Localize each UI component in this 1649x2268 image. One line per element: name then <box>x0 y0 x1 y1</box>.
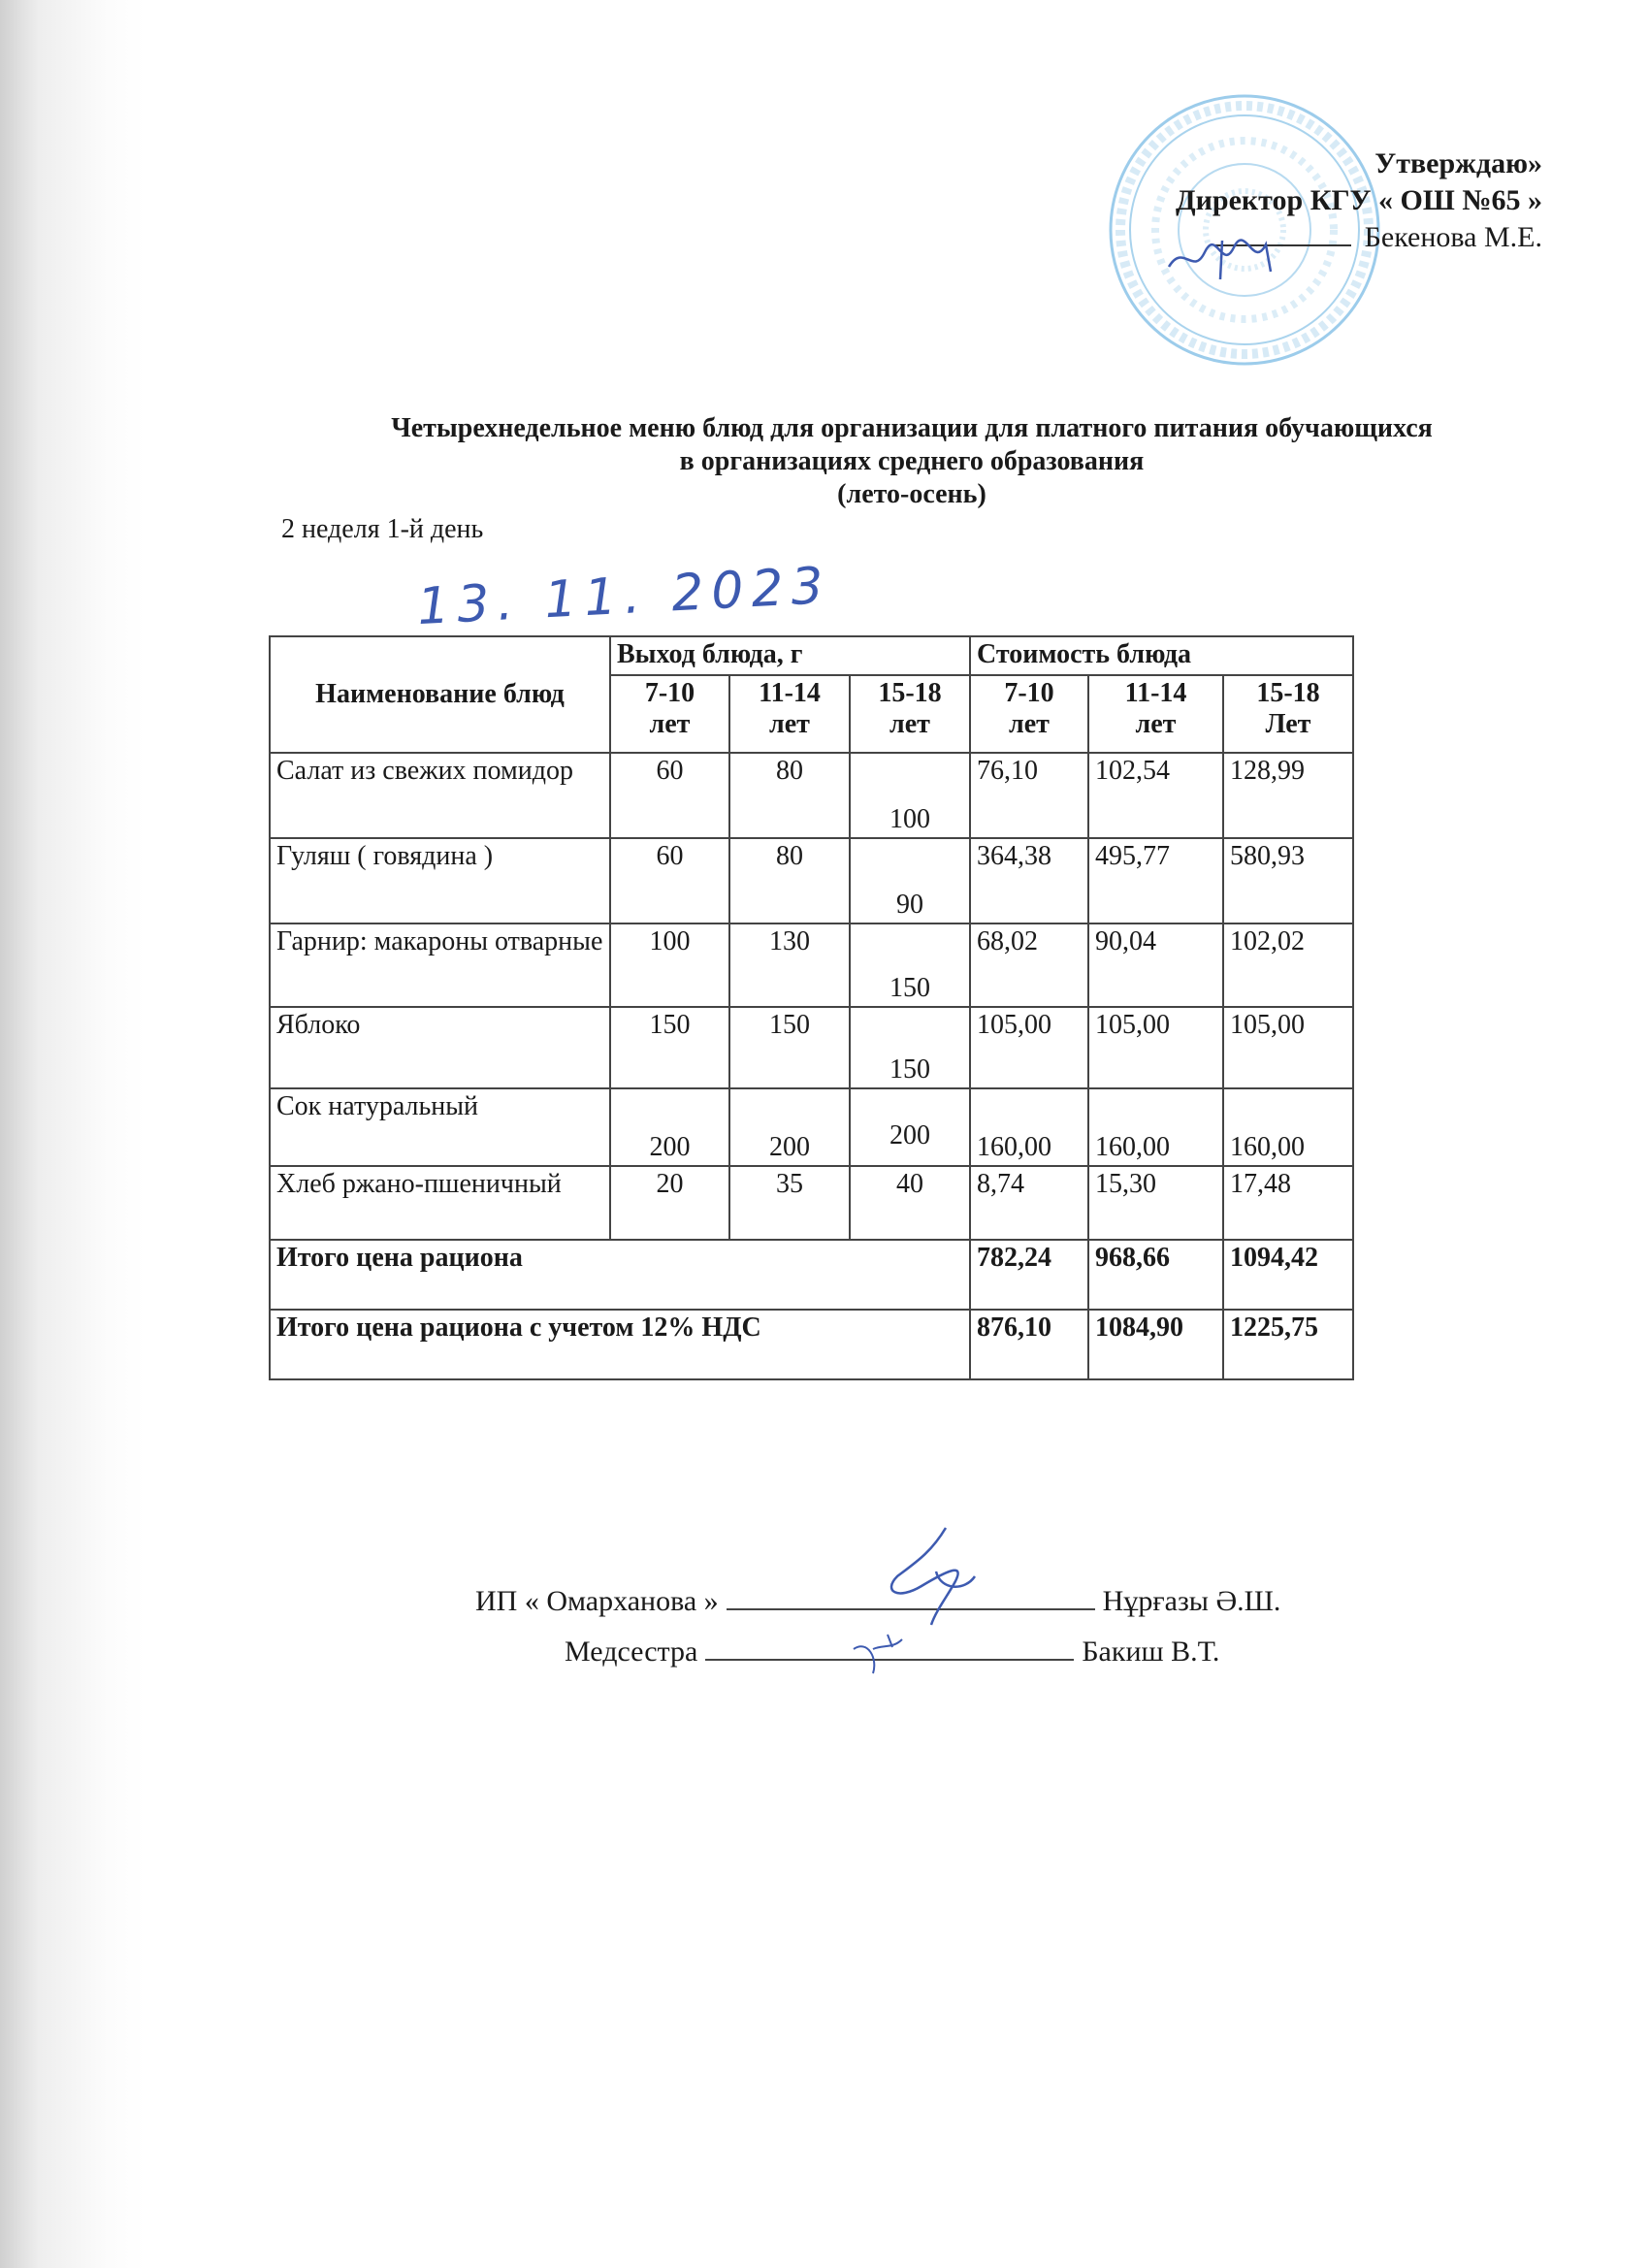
yield-15-18: 100 <box>850 753 970 838</box>
document-title <box>281 412 1542 511</box>
dish-name: Гуляш ( говядина ) <box>270 838 610 923</box>
approval-position: Директор КГУ « ОШ №65 » <box>1175 184 1542 216</box>
header-age-cost-3: 15-18 Лет <box>1223 675 1353 753</box>
header-age-cost-2: 11-14 лет <box>1088 675 1223 753</box>
cost-11-14: 90,04 <box>1088 923 1223 1007</box>
yield-15-18: 40 <box>850 1166 970 1240</box>
table-row <box>270 1007 1353 1088</box>
table-row <box>270 1166 1353 1240</box>
yield-15-18: 90 <box>850 838 970 923</box>
total-vat-row <box>270 1310 1353 1379</box>
total-cost-7-10: 782,24 <box>970 1240 1088 1310</box>
nurse-name: Бакиш В.Т. <box>1082 1636 1220 1668</box>
menu-table <box>269 635 1354 1380</box>
handwritten-date: 13. 11. 2023 <box>415 556 833 637</box>
table-row <box>270 838 1353 923</box>
yield-11-14: 80 <box>729 753 850 838</box>
title-line-1: Четырехнедельное меню блюд для организации для платного питания обучающихся <box>391 413 1433 443</box>
total-vat-cost-11-14: 1084,90 <box>1088 1310 1223 1379</box>
yield-7-10: 150 <box>610 1007 729 1088</box>
total-cost-11-14: 968,66 <box>1088 1240 1223 1310</box>
yield-11-14: 130 <box>729 923 850 1007</box>
total-label: Итого цена рациона <box>270 1240 970 1310</box>
cost-15-18: 580,93 <box>1223 838 1353 923</box>
cost-15-18: 17,48 <box>1223 1166 1353 1240</box>
dish-name: Сок натуральный <box>270 1088 610 1166</box>
cost-15-18: 160,00 <box>1223 1088 1353 1166</box>
header-age-yield-3: 15-18 лет <box>850 675 970 753</box>
total-vat-cost-15-18: 1225,75 <box>1223 1310 1353 1379</box>
director-signature-icon <box>1164 233 1290 281</box>
cost-11-14: 105,00 <box>1088 1007 1223 1088</box>
cost-15-18: 128,99 <box>1223 753 1353 838</box>
title-line-2: в организациях среднего образования <box>679 446 1145 476</box>
table-row <box>270 1088 1353 1166</box>
nurse-label: Медсестра <box>565 1636 698 1668</box>
yield-11-14: 35 <box>729 1166 850 1240</box>
yield-11-14: 200 <box>729 1088 850 1166</box>
total-row <box>270 1240 1353 1310</box>
table-row <box>270 923 1353 1007</box>
header-dish-name: Наименование блюд <box>270 636 610 753</box>
cost-11-14: 102,54 <box>1088 753 1223 838</box>
dish-name: Хлеб ржано-пшеничный <box>270 1166 610 1240</box>
cost-7-10: 68,02 <box>970 923 1088 1007</box>
nurse-signature-icon <box>844 1630 912 1678</box>
title-line-3: (лето-осень) <box>837 479 986 509</box>
cost-11-14: 160,00 <box>1088 1088 1223 1166</box>
total-vat-label: Итого цена рациона с учетом 12% НДС <box>270 1310 970 1379</box>
yield-11-14: 80 <box>729 838 850 923</box>
cost-11-14: 495,77 <box>1088 838 1223 923</box>
supplier-signature-icon <box>878 1523 994 1630</box>
header-yield: Выход блюда, г <box>610 636 970 675</box>
cost-7-10: 8,74 <box>970 1166 1088 1240</box>
scan-shadow <box>0 0 146 2268</box>
week-day: 2 неделя 1-й день <box>281 514 484 544</box>
dish-name: Яблоко <box>270 1007 610 1088</box>
table-row <box>270 753 1353 838</box>
supplier-name: Нұрғазы Ә.Ш. <box>1102 1585 1281 1617</box>
cost-7-10: 364,38 <box>970 838 1088 923</box>
total-vat-cost-7-10: 876,10 <box>970 1310 1088 1379</box>
yield-15-18: 150 <box>850 923 970 1007</box>
supplier-label: ИП « Омарханова » <box>475 1585 719 1617</box>
cost-7-10: 105,00 <box>970 1007 1088 1088</box>
dish-name: Гарнир: макароны отварные <box>270 923 610 1007</box>
yield-11-14: 150 <box>729 1007 850 1088</box>
yield-15-18: 150 <box>850 1007 970 1088</box>
header-age-yield-1: 7-10 лет <box>610 675 729 753</box>
cost-11-14: 15,30 <box>1088 1166 1223 1240</box>
yield-7-10: 60 <box>610 753 729 838</box>
approval-heading: Утверждаю» <box>1374 147 1542 179</box>
yield-7-10: 60 <box>610 838 729 923</box>
header-cost: Стоимость блюда <box>970 636 1353 675</box>
total-cost-15-18: 1094,42 <box>1223 1240 1353 1310</box>
yield-7-10: 200 <box>610 1088 729 1166</box>
header-age-cost-1: 7-10 лет <box>970 675 1088 753</box>
header-age-yield-2: 11-14 лет <box>729 675 850 753</box>
cost-7-10: 160,00 <box>970 1088 1088 1166</box>
cost-15-18: 102,02 <box>1223 923 1353 1007</box>
cost-7-10: 76,10 <box>970 753 1088 838</box>
yield-15-18: 200 <box>850 1088 970 1166</box>
cost-15-18: 105,00 <box>1223 1007 1353 1088</box>
yield-7-10: 20 <box>610 1166 729 1240</box>
dish-name: Салат из свежих помидор <box>270 753 610 838</box>
director-name: Бекенова М.Е. <box>1364 221 1542 253</box>
yield-7-10: 100 <box>610 923 729 1007</box>
